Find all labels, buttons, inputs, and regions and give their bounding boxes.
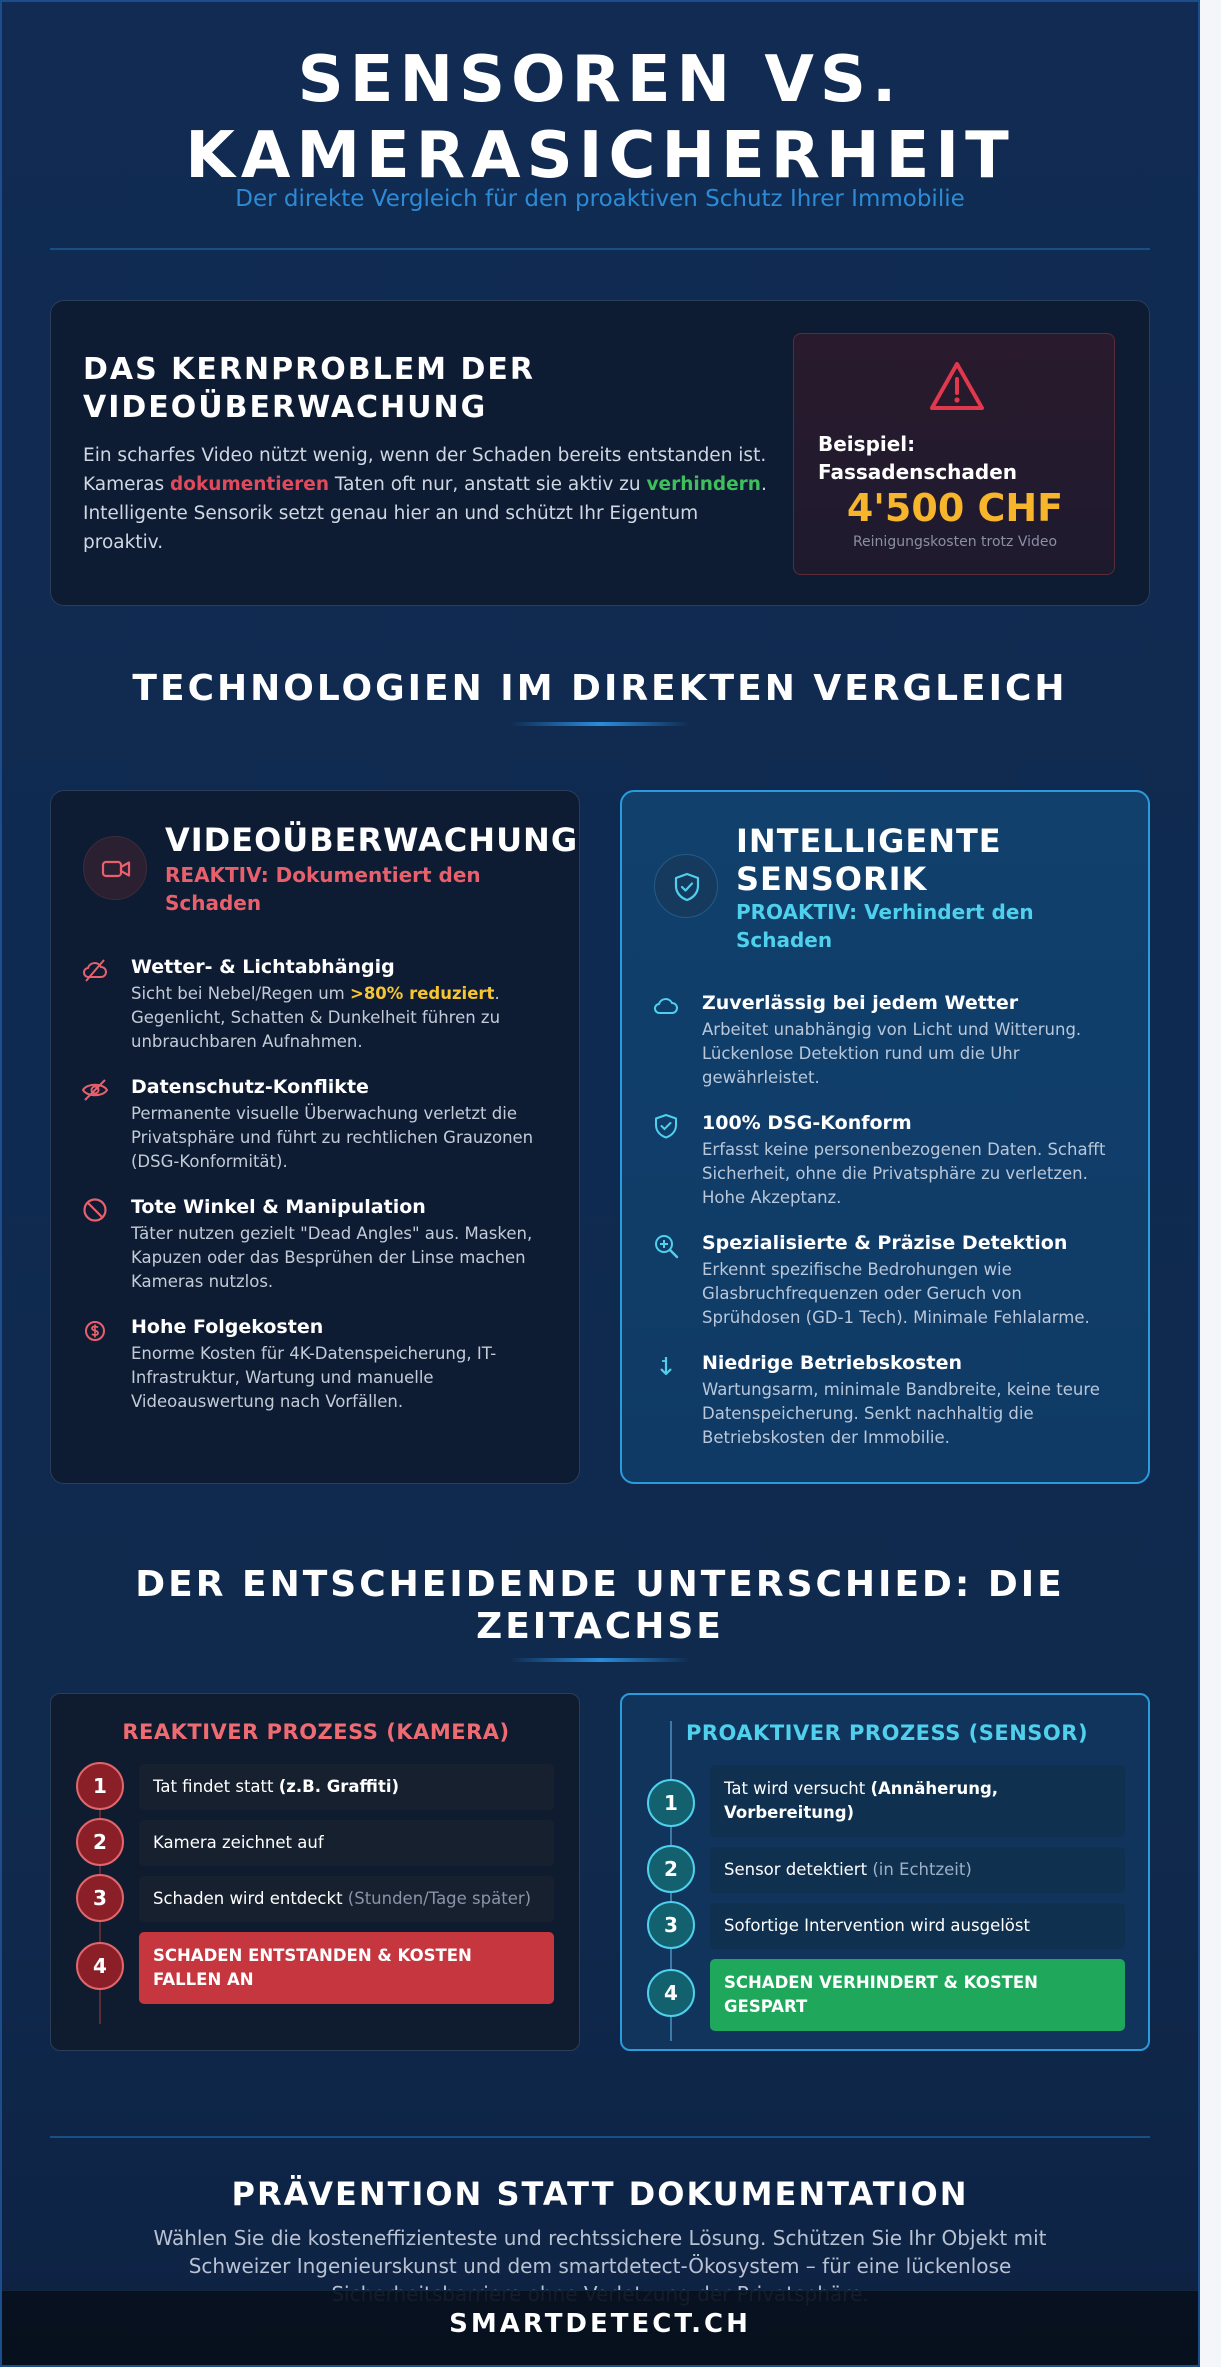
step-number: 2	[76, 1818, 124, 1866]
shield-check-icon	[671, 871, 703, 903]
step-text: Tat wird versucht	[724, 1779, 871, 1798]
page-title	[0, 42, 1200, 194]
sensor-badge	[654, 854, 718, 918]
comparison-title: TECHNOLOGIEN IM DIREKTEN VERGLEICH	[132, 668, 1068, 709]
proactive-process-card	[620, 1693, 1150, 2051]
comparison-underline	[510, 722, 690, 726]
closing-text: Wählen Sie die kosteneffizienteste und rechtssichere Lösung. Schützen Sie Ihr Objekt mit Schweizer Ingenieurskunst und dem smartdetect-Ökosystem – für eine lückenlose	[153, 2226, 1047, 2278]
feature-title: Niedrige Betriebskosten	[702, 1352, 962, 1374]
example-box	[793, 333, 1115, 575]
reactive-step-2	[139, 1820, 554, 1866]
video-card-tag: REAKTIV: Dokumentiert den Schaden	[165, 863, 481, 915]
core-problem-text-2: Taten oft nur, anstatt sie aktiv zu	[329, 474, 647, 495]
page-title-line-2: KAMERASICHERHEIT	[185, 119, 1015, 193]
video-card-title: VIDEOÜBERWACHUNG	[165, 821, 579, 859]
step-muted: (in Echtzeit)	[872, 1860, 972, 1879]
cloud-icon	[652, 992, 680, 1020]
core-problem-text-3: . Intelligente Sensorik setzt genau hier an und schützt Ihr Eigentum proaktiv.	[83, 474, 767, 553]
warning-triangle-icon	[929, 360, 985, 412]
step-number: 1	[76, 1762, 124, 1810]
core-problem-title: DAS KERNPROBLEM DER VIDEOÜBERWACHUNG	[83, 352, 535, 425]
video-surveillance-card	[50, 790, 580, 1484]
closing-divider	[50, 2136, 1150, 2138]
header-divider	[50, 248, 1150, 250]
sensor-card-tag: PROAKTIV: Verhindert den Schaden	[736, 900, 1034, 952]
feature-title: Hohe Folgekosten	[131, 1316, 324, 1338]
eye-off-icon	[81, 1076, 109, 1104]
page-edge	[1200, 0, 1221, 2367]
step-text: Sensor detektiert	[724, 1860, 873, 1879]
cost-coin-icon	[81, 1316, 109, 1344]
footer-bar	[2, 2290, 1198, 2365]
video-badge	[83, 836, 147, 900]
video-camera-icon	[100, 853, 132, 885]
timeline-title-line-2: ZEITACHSE	[476, 1606, 724, 1647]
feature-desc: Wartungsarm, minimale Bandbreite, keine teure Datenspeicherung. Senkt nachhaltig die Betriebskosten der Immobilie.	[702, 1380, 1100, 1447]
feature-desc: Erfasst keine personenbezogenen Daten. Schafft Sicherheit, ohne die Privatsphäre zu verletzen. Hohe Akzeptanz.	[702, 1140, 1106, 1207]
step-number: 1	[647, 1779, 695, 1827]
step-number: 2	[647, 1845, 695, 1893]
step-bold: (Annäherung, Vorbereitung)	[724, 1779, 999, 1822]
shield-check-icon	[652, 1112, 680, 1140]
closing-title: PRÄVENTION STATT DOKUMENTATION	[231, 2175, 969, 2213]
step-number: 4	[647, 1969, 695, 2017]
highlight-document: dokumentieren	[170, 474, 330, 495]
example-amount: 4'500 CHF	[846, 486, 1064, 530]
proactive-step-2	[710, 1847, 1125, 1893]
feature-title: Zuverlässig bei jedem Wetter	[702, 992, 1019, 1014]
feature-desc: Permanente visuelle Überwachung verletzt die Privatsphäre und führt zu rechtlichen Grauzonen (DSG-Konformität).	[131, 1104, 534, 1171]
feature-desc	[131, 982, 551, 1054]
feature-title: Datenschutz-Konflikte	[131, 1076, 369, 1098]
timeline-title	[0, 1564, 1200, 1648]
timeline-underline	[510, 1658, 690, 1662]
zoom-in-icon	[652, 1232, 680, 1260]
intelligent-sensor-card	[620, 790, 1150, 1484]
timeline-title-line-1: DER ENTSCHEIDENDE UNTERSCHIED: DIE	[135, 1564, 1065, 1605]
page-subtitle: Der direkte Vergleich für den proaktiven Schutz Ihrer Immobilie	[235, 186, 965, 212]
feature-title: Wetter- & Lichtabhängig	[131, 956, 395, 978]
proactive-step-1	[710, 1765, 1125, 1837]
step-muted: (Stunden/Tage später)	[347, 1889, 532, 1908]
feature-desc-part: Sicht bei Nebel/Regen um	[131, 984, 350, 1003]
core-problem-text	[83, 441, 773, 557]
reactive-step-4: SCHADEN ENTSTANDEN & KOSTEN FALLEN AN	[139, 1932, 554, 2004]
step-text: Kamera zeichnet auf	[153, 1833, 324, 1852]
example-note: Reinigungskosten trotz Video	[852, 534, 1058, 550]
footer-brand-link[interactable]: SMARTDETECT.CH	[449, 2309, 751, 2339]
ban-icon	[81, 1196, 109, 1224]
reactive-step-1	[139, 1764, 554, 1810]
feature-desc: Arbeitet unabhängig von Licht und Witterung. Lückenlose Detektion rund um die Uhr gewährleistet.	[702, 1020, 1082, 1087]
arrow-down-cost-icon	[652, 1352, 680, 1380]
feature-title: Spezialisierte & Präzise Detektion	[702, 1232, 1068, 1254]
proactive-step-4: SCHADEN VERHINDERT & KOSTEN GESPART	[710, 1959, 1125, 2031]
example-label: Beispiel: Fassadenschaden	[818, 432, 1018, 484]
highlight-prevent: verhindern	[646, 474, 761, 495]
core-problem-card	[50, 300, 1150, 606]
page-title-line-1: SENSOREN VS.	[297, 43, 903, 117]
reactive-process-title: REAKTIVER PROZESS (KAMERA)	[122, 1720, 510, 1744]
proactive-process-title: PROAKTIVER PROZESS (SENSOR)	[685, 1721, 1089, 1745]
feature-desc-part: . Gegenlicht, Schatten & Dunkelheit führen zu unbrauchbaren Aufnahmen.	[131, 984, 501, 1051]
reactive-step-3	[139, 1876, 554, 1922]
feature-desc: Täter nutzen gezielt "Dead Angles" aus. Masken, Kapuzen oder das Besprühen der Linse machen Kameras nutzlos.	[131, 1224, 533, 1291]
feature-title: Tote Winkel & Manipulation	[131, 1196, 426, 1218]
feature-title: 100% DSG-Konform	[702, 1112, 912, 1134]
feature-desc: Enorme Kosten für 4K-Datenspeicherung, IT-Infrastruktur, Wartung und manuelle Videoauswertung nach Vorfällen.	[131, 1344, 497, 1411]
core-problem-text-1: Ein scharfes Video nützt wenig, wenn der Schaden bereits entstanden ist. Kameras	[83, 445, 767, 495]
step-text: Tat findet statt	[153, 1777, 279, 1796]
sensor-card-title: INTELLIGENTE SENSORIK	[736, 822, 1002, 898]
step-number: 3	[647, 1901, 695, 1949]
proactive-step-3: Sofortige Intervention wird ausgelöst	[710, 1903, 1125, 1949]
step-number: 4	[76, 1942, 124, 1990]
step-bold: (z.B. Graffiti)	[278, 1777, 400, 1796]
step-text: Schaden wird entdeckt	[153, 1889, 348, 1908]
feature-highlight: >80% reduziert	[350, 984, 495, 1003]
reactive-process-card	[50, 1693, 580, 2051]
feature-desc: Erkennt spezifische Bedrohungen wie Glasbruchfrequenzen oder Geruch von Sprühdosen (GD-1 Tech). Minimale Fehlalarme.	[702, 1260, 1090, 1327]
step-number: 3	[76, 1874, 124, 1922]
cloud-off-icon	[81, 956, 109, 984]
